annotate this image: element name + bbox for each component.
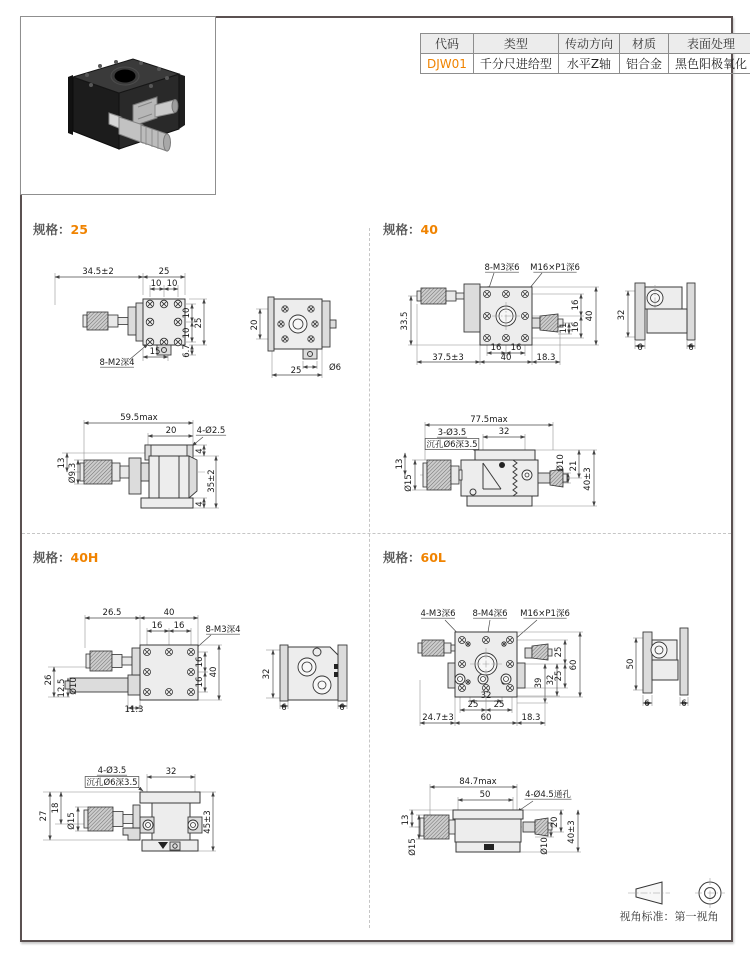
svg-text:25: 25 — [554, 670, 564, 682]
svg-text:32: 32 — [546, 674, 556, 686]
section-title-value: 40H — [70, 550, 99, 565]
svg-text:8-M3深4: 8-M3深4 — [205, 625, 241, 635]
svg-text:8-M2深4: 8-M2深4 — [99, 358, 135, 368]
svg-text:18.3: 18.3 — [521, 713, 541, 723]
svg-text:4: 4 — [195, 448, 205, 454]
section-title-prefix: 规格： — [383, 550, 421, 565]
svg-text:25: 25 — [467, 700, 479, 710]
svg-text:4-Ø4.5通孔: 4-Ø4.5通孔 — [525, 790, 571, 800]
svg-text:35±2: 35±2 — [207, 469, 217, 493]
svg-text:10: 10 — [166, 279, 178, 289]
svg-text:6: 6 — [681, 699, 687, 709]
svg-text:26.5: 26.5 — [102, 608, 122, 618]
svg-text:60: 60 — [569, 659, 579, 671]
col-material: 材质 — [619, 34, 668, 54]
drawing-40h-side-view — [255, 618, 370, 733]
svg-text:40±3: 40±3 — [567, 820, 577, 844]
section-title-prefix: 规格： — [383, 222, 421, 237]
section-title-40 — [383, 220, 438, 238]
spec-table-header-row — [421, 34, 750, 54]
svg-text:77.5max: 77.5max — [470, 415, 508, 425]
section-title-prefix: 规格： — [33, 550, 71, 565]
svg-text:10: 10 — [182, 327, 192, 339]
svg-text:16: 16 — [173, 621, 185, 631]
svg-text:沉孔Ø6深3.5: 沉孔Ø6深3.5 — [426, 440, 478, 450]
svg-text:16: 16 — [195, 676, 205, 688]
svg-text:M16×P1深6: M16×P1深6 — [520, 609, 570, 619]
svg-text:16: 16 — [510, 343, 522, 353]
product-photo-box — [20, 16, 216, 195]
svg-text:27: 27 — [39, 810, 49, 822]
svg-text:18: 18 — [51, 802, 61, 814]
svg-text:11.3: 11.3 — [124, 705, 144, 715]
value-material: 铝合金 — [619, 54, 668, 74]
svg-text:39: 39 — [534, 677, 544, 689]
value-drive-direction: 水平Z轴 — [558, 54, 619, 74]
drawing-40-front-view — [395, 403, 630, 528]
value-surface-finish: 黑色阳极氧化 — [668, 54, 750, 74]
svg-text:26: 26 — [44, 674, 54, 686]
horizontal-divider — [22, 533, 731, 534]
svg-text:16: 16 — [571, 299, 581, 311]
svg-text:Ø10: Ø10 — [556, 454, 566, 472]
svg-text:4-Ø2.5: 4-Ø2.5 — [196, 426, 226, 436]
micrometer — [423, 460, 462, 490]
svg-text:Ø9.3: Ø9.3 — [68, 462, 78, 484]
svg-text:M16×P1深6: M16×P1深6 — [530, 263, 580, 273]
svg-text:25: 25 — [194, 317, 204, 329]
svg-text:13: 13 — [401, 814, 411, 826]
adjust-screw — [522, 470, 532, 480]
svg-text:4-M3深6: 4-M3深6 — [420, 609, 456, 619]
svg-text:6: 6 — [644, 699, 650, 709]
svg-text:40±3: 40±3 — [583, 467, 593, 491]
svg-text:59.5max: 59.5max — [120, 413, 158, 423]
section-title-value: 25 — [70, 222, 88, 237]
svg-text:Ø15: Ø15 — [408, 838, 418, 856]
drawing-60l-front-view — [385, 770, 640, 885]
product-photo — [21, 17, 215, 194]
svg-text:25: 25 — [158, 267, 170, 277]
svg-text:21: 21 — [569, 460, 579, 472]
svg-text:沉孔Ø6深3.5: 沉孔Ø6深3.5 — [86, 778, 138, 788]
svg-text:Ø15: Ø15 — [67, 812, 77, 830]
svg-text:8-M4深6: 8-M4深6 — [472, 609, 508, 619]
svg-text:13: 13 — [57, 457, 67, 469]
svg-text:3-Ø3.5: 3-Ø3.5 — [437, 428, 467, 438]
drawing-40h-front-view — [30, 743, 280, 878]
col-surface-finish: 表面处理 — [668, 34, 750, 54]
first-angle-projection-symbol — [618, 880, 736, 910]
svg-text:32: 32 — [262, 668, 272, 680]
svg-text:13: 13 — [395, 458, 405, 470]
drawing-40-side-view — [610, 263, 725, 378]
svg-text:4: 4 — [195, 501, 205, 507]
section-title-40h — [33, 548, 98, 566]
micrometer — [418, 640, 455, 656]
svg-text:11: 11 — [559, 322, 569, 334]
micrometer — [84, 807, 133, 831]
svg-text:32: 32 — [165, 767, 177, 777]
washer-screws — [455, 674, 511, 684]
drawing-60l-top-view — [390, 580, 660, 775]
section-title-prefix: 规格： — [33, 222, 71, 237]
svg-text:25: 25 — [493, 700, 505, 710]
svg-text:32: 32 — [617, 309, 627, 321]
micrometer — [420, 815, 455, 839]
center-bore — [289, 315, 307, 333]
svg-text:50: 50 — [479, 790, 491, 800]
svg-text:50: 50 — [626, 658, 636, 670]
col-type: 类型 — [473, 34, 558, 54]
svg-text:6: 6 — [281, 703, 287, 713]
micrometer — [83, 312, 128, 330]
svg-text:6: 6 — [688, 343, 694, 353]
svg-text:18.3: 18.3 — [536, 353, 556, 363]
col-code: 代码 — [421, 34, 474, 54]
svg-text:84.7max: 84.7max — [459, 777, 497, 787]
svg-text:16: 16 — [151, 621, 163, 631]
projection-standard-label: 视角标准：第一视角 — [619, 910, 719, 923]
svg-text:45±3: 45±3 — [203, 810, 213, 834]
vertical-divider — [369, 228, 370, 928]
svg-text:40: 40 — [585, 310, 595, 322]
svg-text:60: 60 — [480, 713, 492, 723]
svg-text:10: 10 — [150, 279, 162, 289]
svg-text:32: 32 — [480, 691, 492, 701]
svg-text:20: 20 — [550, 816, 560, 828]
drawing-60l-side-view — [625, 618, 735, 738]
svg-text:24.7±3: 24.7±3 — [422, 713, 454, 723]
section-title-60l — [383, 548, 446, 566]
svg-text:6.7: 6.7 — [182, 344, 192, 358]
svg-text:6: 6 — [339, 703, 345, 713]
svg-text:8-M3深6: 8-M3深6 — [484, 263, 520, 273]
svg-text:20: 20 — [250, 319, 260, 331]
svg-text:16: 16 — [571, 321, 581, 333]
micrometer — [86, 651, 132, 671]
svg-text:40: 40 — [163, 608, 175, 618]
svg-text:20: 20 — [165, 426, 177, 436]
svg-text:4-Ø3.5: 4-Ø3.5 — [97, 766, 127, 776]
svg-text:12.5: 12.5 — [57, 678, 67, 698]
svg-text:Ø15: Ø15 — [404, 474, 414, 492]
svg-text:37.5±3: 37.5±3 — [432, 353, 464, 363]
svg-text:16: 16 — [195, 656, 205, 668]
drawing-25-side-view — [245, 283, 365, 388]
micrometer — [80, 460, 129, 484]
svg-text:16: 16 — [490, 343, 502, 353]
section-title-value: 40 — [420, 222, 438, 237]
micrometer — [417, 288, 464, 304]
micrometer-end — [651, 642, 667, 658]
svg-text:33.5: 33.5 — [400, 311, 410, 331]
value-code: DJW01 — [421, 54, 474, 74]
svg-text:32: 32 — [498, 427, 510, 437]
spec-table — [420, 33, 750, 74]
col-drive-direction: 传动方向 — [558, 34, 619, 54]
svg-text:34.5±2: 34.5±2 — [82, 267, 114, 277]
svg-text:10: 10 — [182, 307, 192, 319]
svg-text:Ø6: Ø6 — [328, 363, 342, 373]
svg-text:25: 25 — [554, 646, 564, 658]
spec-table-value-row — [421, 54, 750, 74]
drawing-25-top-view — [40, 245, 280, 380]
svg-text:Ø10: Ø10 — [69, 677, 79, 695]
svg-text:40: 40 — [500, 353, 512, 363]
svg-text:Ø10: Ø10 — [540, 837, 550, 855]
svg-text:6: 6 — [637, 343, 643, 353]
svg-text:15: 15 — [149, 347, 161, 357]
drawing-25-front-view — [45, 403, 285, 528]
value-type: 千分尺进给型 — [473, 54, 558, 74]
svg-text:40: 40 — [209, 666, 219, 678]
svg-text:25: 25 — [290, 366, 302, 376]
section-title-value: 60L — [420, 550, 446, 565]
section-title-25 — [33, 220, 88, 238]
